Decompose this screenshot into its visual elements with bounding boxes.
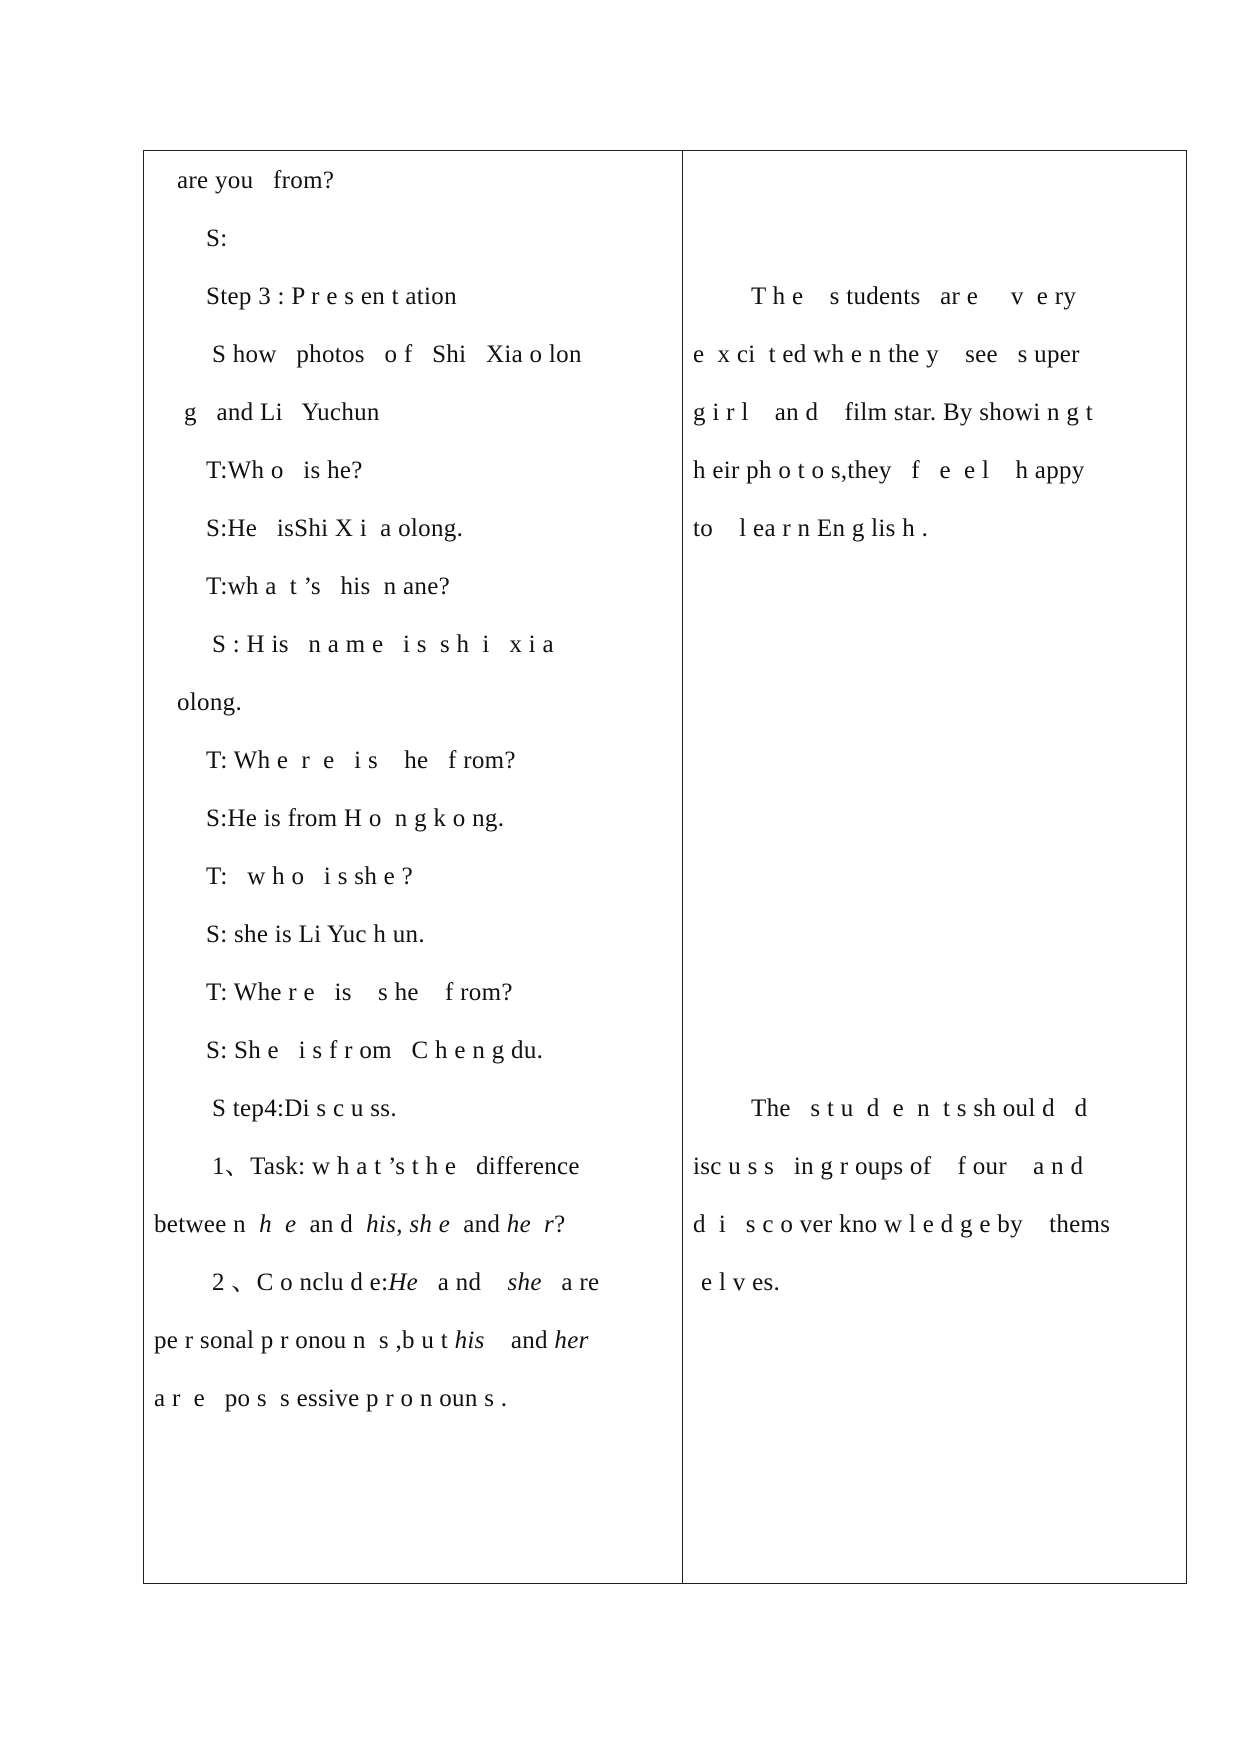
text-line: S : H is n a m e i s s h i x i a — [212, 631, 554, 658]
italic-He: He — [388, 1269, 419, 1296]
text-line: to l ea r n En g lis h . — [693, 515, 929, 542]
text-line: T:Wh o is he? — [206, 457, 363, 484]
text: an d — [309, 1211, 354, 1238]
text-line: S:He isShi X i a olong. — [206, 515, 464, 542]
italic-his: his — [366, 1211, 397, 1238]
text-line: S: — [206, 225, 228, 252]
text: a nd — [437, 1269, 482, 1296]
text-line: g i r l an d film star. By showi n g t — [693, 399, 1093, 426]
text: a re — [561, 1269, 600, 1296]
text-line: The s t u d e n t s sh oul d d — [751, 1095, 1088, 1122]
italic-he: h e — [259, 1211, 297, 1238]
text-line: e x ci t ed wh e n the y see s uper — [693, 341, 1080, 368]
text-line: g and Li Yuchun — [184, 399, 380, 426]
text-line: d i s c o ver kno w l e d g e by thems — [693, 1211, 1111, 1238]
italic-his: his — [454, 1327, 485, 1354]
text-line: T h e s tudents ar e v e ry — [751, 283, 1077, 310]
step3-heading: Step 3 : P r e s en t ation — [206, 283, 457, 310]
conclude-line — [212, 1268, 599, 1298]
conclude-line-cont — [154, 1326, 589, 1356]
lesson-table — [143, 150, 1187, 1584]
text-line: olong. — [177, 689, 242, 716]
italic-she: sh e — [409, 1211, 451, 1238]
procedure-column — [144, 151, 683, 1583]
text: ? — [554, 1211, 566, 1238]
text-line: S: Sh e i s f r om C h e n g du. — [206, 1037, 544, 1064]
text-line: e l v es. — [701, 1269, 781, 1296]
text-line: isc u s s in g r oups of f our a n d — [693, 1153, 1084, 1180]
task-line-cont — [154, 1210, 566, 1240]
text-line: are you from? — [177, 167, 335, 194]
text-line: T: w h o i s sh e ? — [206, 863, 414, 890]
text-line: S:He is from H o n g k o ng. — [206, 805, 505, 832]
purpose-column — [683, 151, 1186, 1583]
text-line: T: Wh e r e i s he f rom? — [206, 747, 516, 774]
italic-she: she — [507, 1269, 542, 1296]
text-line: h eir ph o t o s,they f e e l h appy — [693, 457, 1085, 484]
text-line: a r e po s s essive p r o n oun s . — [154, 1385, 508, 1412]
text: betwee n — [154, 1211, 246, 1238]
text: pe r sonal p r onou n s ,b u t — [154, 1327, 448, 1354]
text: 2 、C o nclu d e: — [212, 1269, 389, 1296]
text-line: T: Whe r e is s he f rom? — [206, 979, 513, 1006]
step4-heading: S tep4:Di s c u ss. — [212, 1095, 397, 1122]
text: , — [396, 1211, 410, 1238]
text-line: S: she is Li Yuc h un. — [206, 921, 425, 948]
text-line: S how photos o f Shi Xia o lon — [212, 341, 582, 368]
italic-her: her — [554, 1327, 589, 1354]
task-line: 1、Task: w h a t ’s t h e difference — [212, 1153, 580, 1180]
text: and — [510, 1327, 548, 1354]
italic-her: he r — [506, 1211, 555, 1238]
text-line: T:wh a t ’s his n ane? — [206, 573, 451, 600]
text: and — [463, 1211, 501, 1238]
